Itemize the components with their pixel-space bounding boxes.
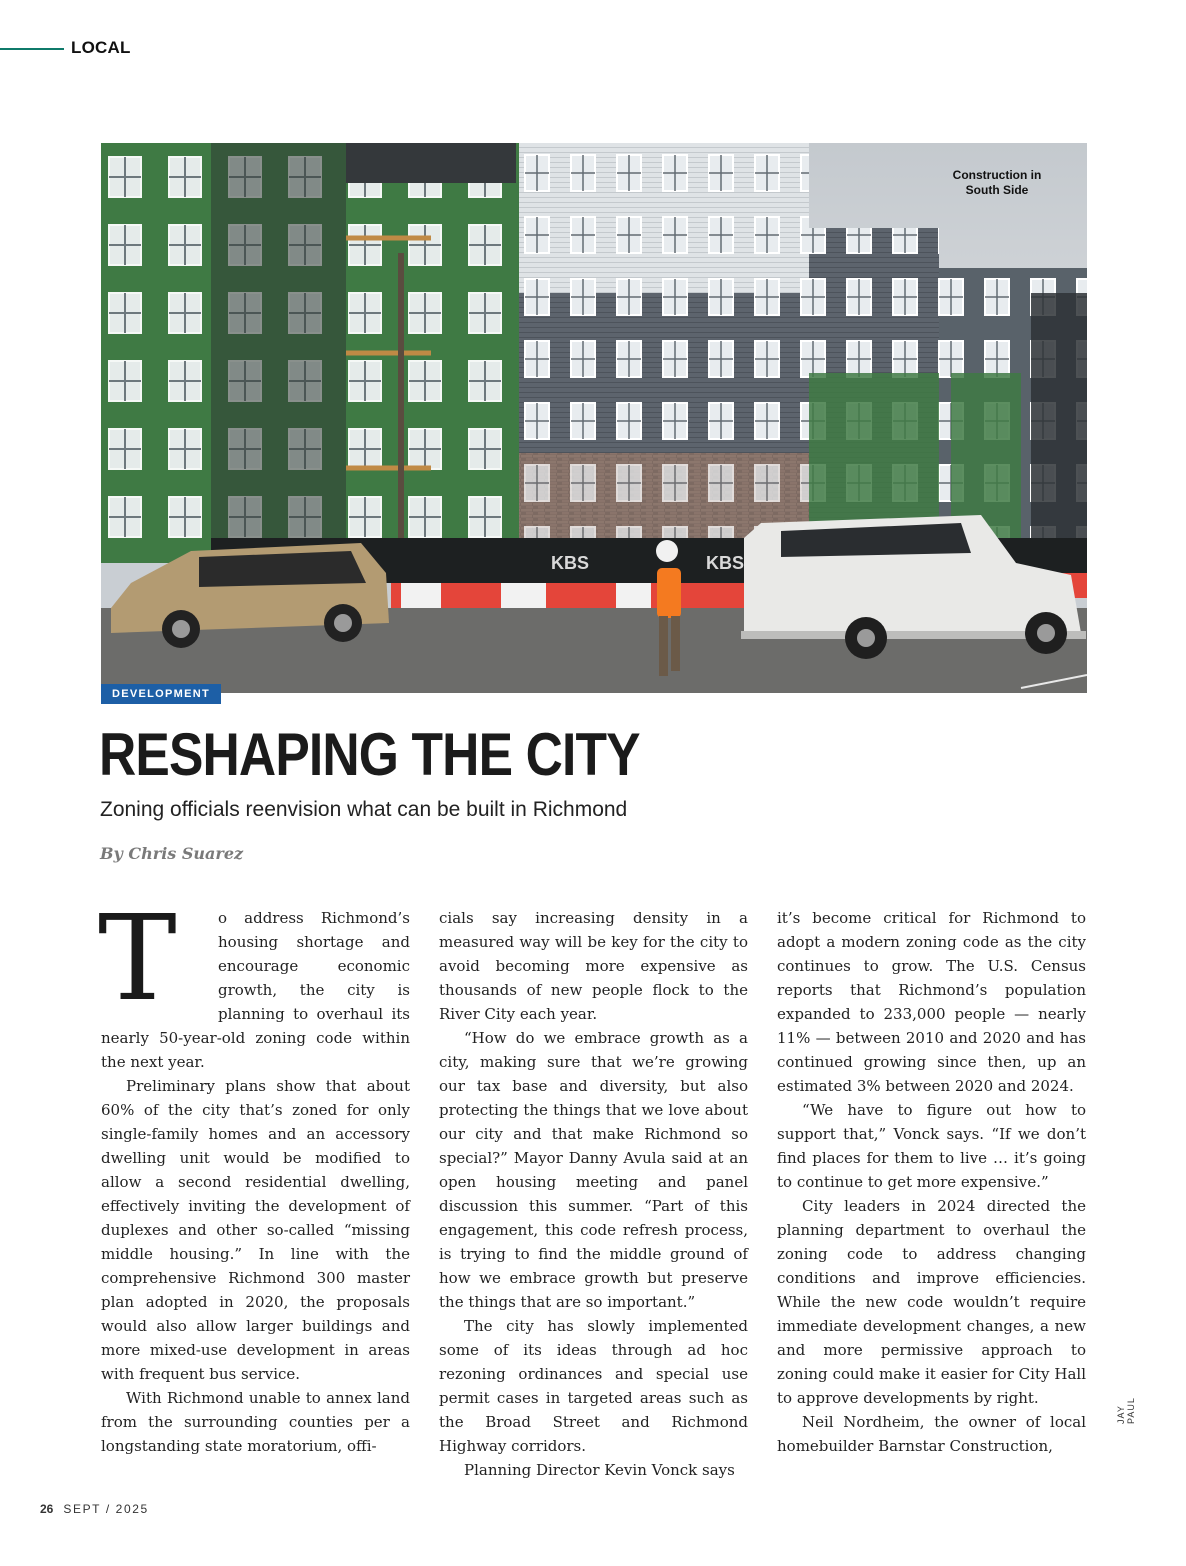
column-3 (777, 906, 1086, 1458)
category-tag: DEVELOPMENT (101, 684, 221, 704)
photo-caption (937, 168, 1057, 198)
paragraph: Preliminary plans show that about 60% of the city that’s zoned for only single-family homes and an accessory dwelling unit would be modified to allow a second residential dwelling, effectively inviting the development of duplexes and other so-called “missing middle housing.” In line with the comprehensive Richmond 300 master plan adopted in 2020, the proposals would also allow larger buildings and more mixed-use development in areas with frequent bus service. (101, 1077, 410, 1383)
paragraph: T o address Richmond’s housing shortage and encourage economic growth, the city is planning to overhaul its nearly 50-year-old zoning code within the next year. (98, 889, 410, 1071)
section-rule (0, 48, 64, 50)
hero-photo (101, 143, 1087, 693)
construction-scene (101, 143, 1087, 693)
paragraph: City leaders in 2024 directed the planning department to overhaul the zoning code to address changing conditions and improve efficiencies. While the new code wouldn’t require immediate development changes, a new and more permissive approach to zoning could make it easier for City Hall to approve developments by right. (777, 1197, 1086, 1407)
paragraph: it’s become critical for Richmond to adopt a modern zoning code as the city continues to grow. The U.S. Census reports that Richmond’s population expanded to 233,000 people — nearly 11% — between 2010 and 2020 and has continued growing since then, up an estimated 3% between 2020 and 2024. (777, 909, 1086, 1095)
byline: By Chris Suarez (100, 844, 244, 863)
paragraph: With Richmond unable to annex land from the surrounding counties per a longstanding state moratorium, offi- (101, 1389, 410, 1455)
paragraph: Planning Director Kevin Vonck says (464, 1461, 735, 1479)
page-footer (40, 1502, 149, 1516)
headline: RESHAPING THE CITY (99, 721, 640, 788)
drop-cap: T (98, 889, 177, 1027)
paragraph: The city has slowly implemented some of its ideas through ad hoc rezoning ordinances and special use permit cases in targeted areas such as the Broad Street and Richmond Highway corridors. (439, 1317, 748, 1455)
caption-line-1: Construction in (952, 168, 1042, 182)
paragraph: cials say increasing density in a measured way will be key for the city to avoid becoming more expensive as thousands of new people flock to the River City each year. (439, 909, 748, 1023)
kbs-sign-2: KBS (706, 553, 745, 573)
deck: Zoning officials reenvision what can be built in Richmond (100, 798, 628, 821)
page-number: 26 (40, 1502, 54, 1516)
column-1 (98, 889, 410, 1458)
paragraph: Neil Nordheim, the owner of local homebuilder Barnstar Construction, (777, 1413, 1086, 1455)
paragraph: “We have to figure out how to support that,” Vonck says. “If we don’t find places for them to live … it’s going to continue to get more expensive.” (777, 1101, 1086, 1191)
column-2 (439, 906, 748, 1482)
photo-credit: JAY PAUL (1116, 1397, 1136, 1424)
paragraph: “How do we embrace growth as a city, making sure that we’re growing our tax base and diversity, but also protecting the things that we love about our city and that make Richmond so special?” Mayor Danny Avula said at an open housing meeting and panel discussion this summer. “Part of this engagement, this code refresh process, is trying to find the middle ground of how we embrace growth but preserve the things that are so important.” (439, 1029, 748, 1311)
caption-line-2: South Side (965, 183, 1029, 197)
issue-date: SEPT / 2025 (63, 1502, 149, 1516)
kbs-sign-1: KBS (551, 553, 590, 573)
section-label: LOCAL (71, 38, 131, 57)
